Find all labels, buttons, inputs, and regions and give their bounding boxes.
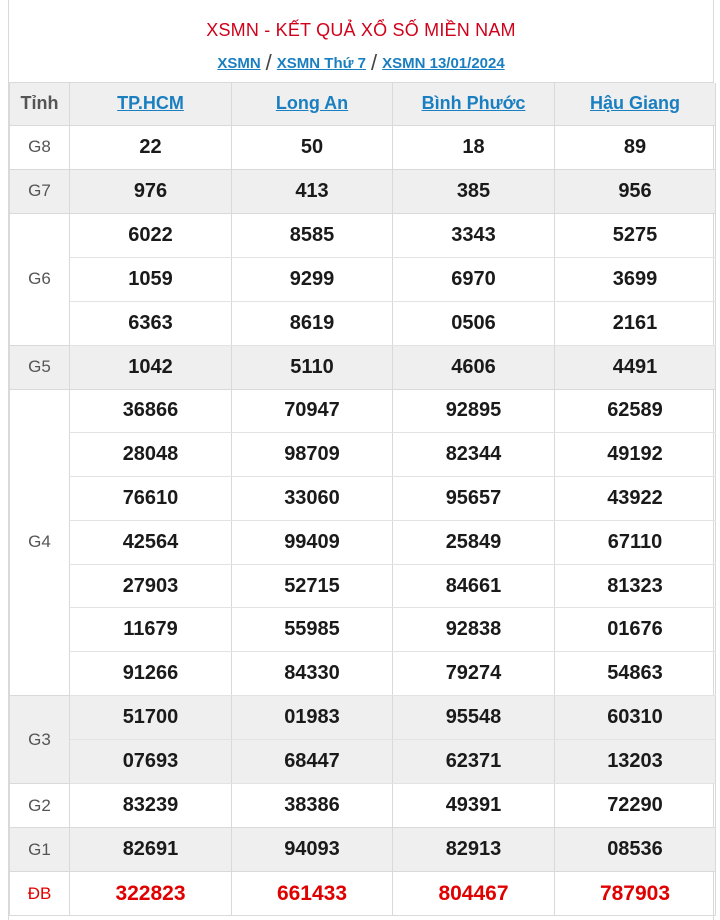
results-table: [9, 83, 716, 916]
prize-label: G4: [10, 389, 70, 696]
prize-label: ĐB: [10, 872, 70, 916]
prize-label: G3: [10, 696, 70, 784]
results-header: [9, 0, 713, 83]
province-link-long-an[interactable]: Long An: [275, 93, 349, 114]
prize-number: 94093: [232, 828, 393, 872]
prize-group: [10, 213, 716, 345]
prize-number: 3343: [393, 213, 555, 257]
prize-number: 5110: [232, 345, 393, 389]
table-row: [10, 477, 716, 521]
prize-group: [10, 125, 716, 169]
prize-number: 01676: [555, 608, 716, 652]
prize-number: 18: [393, 125, 555, 169]
prize-number: 787903: [555, 872, 716, 916]
prize-number: 38386: [232, 784, 393, 828]
breadcrumb-separator: /: [265, 50, 272, 75]
prize-number: 95657: [393, 477, 555, 521]
table-row: [10, 652, 716, 696]
prize-number: 27903: [70, 564, 232, 608]
prize-number: 661433: [232, 872, 393, 916]
prize-number: 54863: [555, 652, 716, 696]
prize-number: 55985: [232, 608, 393, 652]
prize-label: G6: [10, 213, 70, 345]
table-row: [10, 564, 716, 608]
prize-number: 2161: [555, 301, 716, 345]
prize-number: 95548: [393, 696, 555, 740]
prize-number: 82691: [70, 828, 232, 872]
prize-number: 6970: [393, 257, 555, 301]
prize-number: 0506: [393, 301, 555, 345]
prize-group: [10, 784, 716, 828]
table-row: [10, 213, 716, 257]
table-row: [10, 433, 716, 477]
prize-number: 60310: [555, 696, 716, 740]
breadcrumb-link-weekday[interactable]: XSMN Thứ 7: [276, 55, 366, 72]
prize-number: 413: [232, 169, 393, 213]
prize-number: 3699: [555, 257, 716, 301]
prize-number: 5275: [555, 213, 716, 257]
prize-label: G2: [10, 784, 70, 828]
prize-number: 89: [555, 125, 716, 169]
prize-number: 25849: [393, 520, 555, 564]
province-header: [70, 83, 232, 125]
prize-number: 08536: [555, 828, 716, 872]
prize-number: 956: [555, 169, 716, 213]
prize-number: 804467: [393, 872, 555, 916]
prize-label: G1: [10, 828, 70, 872]
table-row: [10, 301, 716, 345]
prize-number: 52715: [232, 564, 393, 608]
prize-number: 49391: [393, 784, 555, 828]
prize-number: 50: [232, 125, 393, 169]
prize-number: 68447: [232, 740, 393, 784]
prize-number: 6022: [70, 213, 232, 257]
breadcrumb-link-date[interactable]: XSMN 13/01/2024: [382, 55, 505, 72]
province-header: [232, 83, 393, 125]
table-row: [10, 125, 716, 169]
prize-number: 22: [70, 125, 232, 169]
prize-number: 84661: [393, 564, 555, 608]
prize-group: [10, 828, 716, 872]
prize-number: 976: [70, 169, 232, 213]
prize-number: 42564: [70, 520, 232, 564]
prize-label: G7: [10, 169, 70, 213]
prize-number: 1059: [70, 257, 232, 301]
prize-number: 81323: [555, 564, 716, 608]
breadcrumb: [9, 51, 713, 74]
prize-number: 385: [393, 169, 555, 213]
table-row: [10, 872, 716, 916]
prize-number: 36866: [70, 389, 232, 433]
breadcrumb-link-xsmn[interactable]: XSMN: [217, 55, 261, 72]
table-row: [10, 257, 716, 301]
prize-number: 322823: [70, 872, 232, 916]
prize-number: 07693: [70, 740, 232, 784]
province-link-binh-phuoc[interactable]: Bình Phước: [421, 93, 526, 114]
prize-number: 8585: [232, 213, 393, 257]
table-row: [10, 520, 716, 564]
table-row: [10, 169, 716, 213]
prize-number: 76610: [70, 477, 232, 521]
table-row: [10, 740, 716, 784]
prize-number: 84330: [232, 652, 393, 696]
table-row: [10, 828, 716, 872]
prize-number: 01983: [232, 696, 393, 740]
prize-number: 82344: [393, 433, 555, 477]
prize-number: 6363: [70, 301, 232, 345]
prize-number: 11679: [70, 608, 232, 652]
prize-number: 92838: [393, 608, 555, 652]
results-card: [8, 0, 714, 920]
table-row: [10, 784, 716, 828]
prize-number: 43922: [555, 477, 716, 521]
prize-label: G5: [10, 345, 70, 389]
province-link-hau-giang[interactable]: Hậu Giang: [589, 93, 680, 114]
prize-group: [10, 169, 716, 213]
prize-number: 62589: [555, 389, 716, 433]
province-header: [393, 83, 555, 125]
prize-number: 49192: [555, 433, 716, 477]
prize-number: 79274: [393, 652, 555, 696]
prize-group: [10, 389, 716, 696]
prize-group: [10, 872, 716, 916]
prize-number: 62371: [393, 740, 555, 784]
province-link-tphcm[interactable]: TP.HCM: [117, 93, 184, 114]
prize-number: 33060: [232, 477, 393, 521]
prize-group: [10, 696, 716, 784]
prize-number: 28048: [70, 433, 232, 477]
prize-number: 91266: [70, 652, 232, 696]
prize-number: 1042: [70, 345, 232, 389]
prize-number: 67110: [555, 520, 716, 564]
prize-number: 98709: [232, 433, 393, 477]
prize-number: 83239: [70, 784, 232, 828]
province-column-header: Tỉnh: [10, 83, 70, 125]
prize-number: 13203: [555, 740, 716, 784]
page-title: XSMN - KẾT QUẢ XỔ SỐ MIỀN NAM: [206, 20, 516, 40]
prize-number: 92895: [393, 389, 555, 433]
prize-number: 51700: [70, 696, 232, 740]
prize-number: 9299: [232, 257, 393, 301]
table-header-row: [10, 83, 716, 125]
prize-number: 4491: [555, 345, 716, 389]
prize-group: [10, 345, 716, 389]
prize-number: 99409: [232, 520, 393, 564]
table-row: [10, 389, 716, 433]
prize-number: 72290: [555, 784, 716, 828]
table-row: [10, 345, 716, 389]
prize-number: 70947: [232, 389, 393, 433]
table-row: [10, 608, 716, 652]
prize-label: G8: [10, 125, 70, 169]
table-row: [10, 696, 716, 740]
prize-number: 82913: [393, 828, 555, 872]
province-header: [555, 83, 716, 125]
prize-number: 4606: [393, 345, 555, 389]
breadcrumb-separator: /: [370, 50, 378, 75]
prize-number: 8619: [232, 301, 393, 345]
